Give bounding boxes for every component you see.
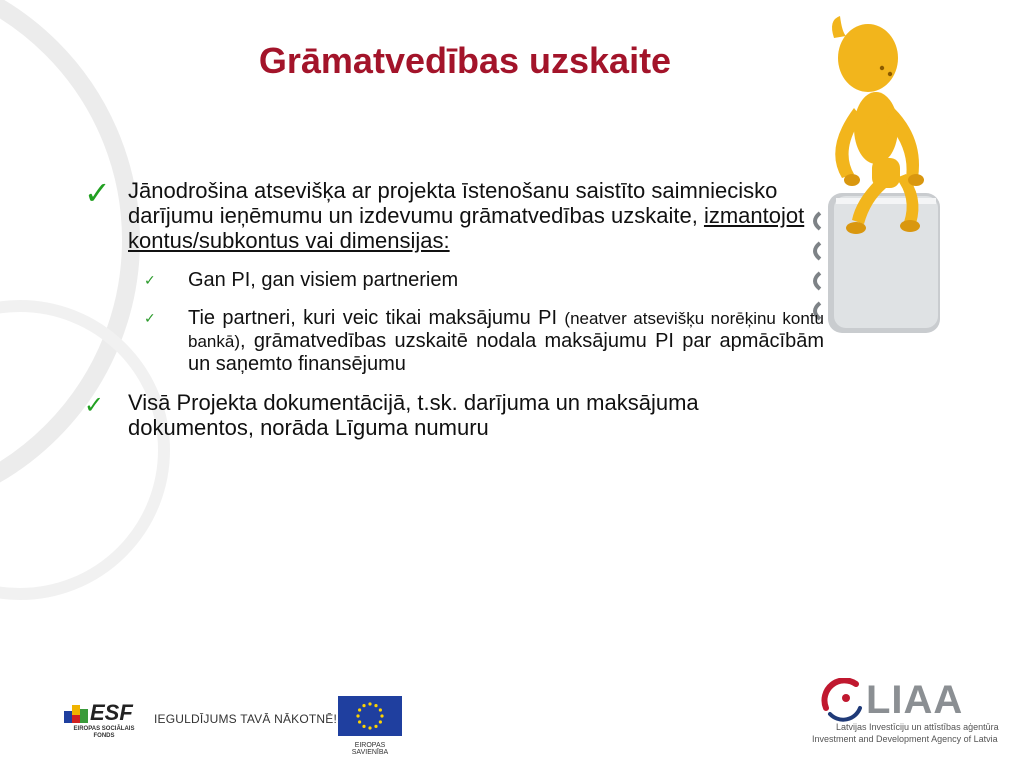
eu-flag-icon — [338, 696, 402, 736]
bullet-2-text: Visā Projekta dokumentācijā, t.sk. darījuma un maksājuma dokumentos, norāda Līguma numuru — [128, 390, 699, 440]
esf-emblem-icon — [64, 703, 90, 723]
check-icon: ✓ — [84, 391, 105, 419]
eu-star-icon — [356, 714, 359, 717]
bullet-1-underlined: izmantojot kontus/subkontus vai dimensijas: — [128, 203, 805, 253]
sub-bullet-2-text-a: Tie partneri, kuri veic tikai maksājumu PI — [188, 307, 565, 329]
bullet-1-text: Jānodrošina atsevišķa ar projekta īstenošanu saistīto saimniecisko darījumu ieņēmumu un izdevumu grāmatvedības uzskaite, — [128, 178, 778, 228]
eu-star-icon — [368, 702, 371, 705]
eu-star-icon — [374, 725, 377, 728]
check-small-icon: ✓ — [144, 311, 156, 327]
slide-title: Grāmatvedības uzskaite — [258, 40, 672, 81]
eu-star-icon — [358, 708, 361, 711]
sub-bullet-2-note: (neatver atsevišķu norēķinu kontu bankā) — [188, 309, 824, 351]
bullet-item-2 — [84, 390, 824, 440]
footer-slogan: IEGULDĪJUMS TAVĀ NĀKOTNĒ! — [154, 712, 338, 726]
eu-star-icon — [374, 704, 377, 707]
yellow-figure-on-notebook-image — [806, 8, 956, 338]
eu-flag-logo — [338, 696, 402, 756]
eu-star-icon — [358, 720, 361, 723]
sub-bullet-item-2 — [124, 307, 824, 376]
eu-label: EIROPAS SAVIENĪBA — [351, 742, 389, 756]
liaa-emblem-icon — [818, 678, 868, 722]
check-icon: ✓ — [84, 174, 111, 212]
eu-star-icon — [362, 704, 365, 707]
liaa-logo-text: LIAA — [866, 678, 964, 722]
esf-logo — [64, 700, 144, 740]
sub-bullet-1-text: Gan PI, gan visiem partneriem — [188, 269, 459, 291]
esf-logo-subtitle: EIROPAS SOCIĀLAIS FONDS — [73, 726, 135, 739]
eu-star-icon — [368, 726, 371, 729]
sub-bullet-item-1 — [124, 269, 824, 293]
bullet-list — [84, 174, 824, 456]
check-small-icon: ✓ — [144, 273, 156, 289]
eu-star-icon — [379, 708, 382, 711]
eu-star-icon — [362, 725, 365, 728]
bullet-item-1 — [84, 174, 824, 253]
eu-star-icon — [380, 714, 383, 717]
liaa-subtitle-en: Investment and Development Agency of Latvia — [812, 734, 998, 744]
esf-logo-text: ESF — [90, 700, 133, 725]
eu-star-icon — [379, 720, 382, 723]
liaa-subtitle-lv: Latvijas Investīciju un attīstības aģentūra — [836, 722, 999, 732]
sub-bullet-2-text-b: , grāmatvedības uzskaitē nodala maksājumu PI par apmācībām un saņemto finansējumu — [188, 330, 824, 375]
